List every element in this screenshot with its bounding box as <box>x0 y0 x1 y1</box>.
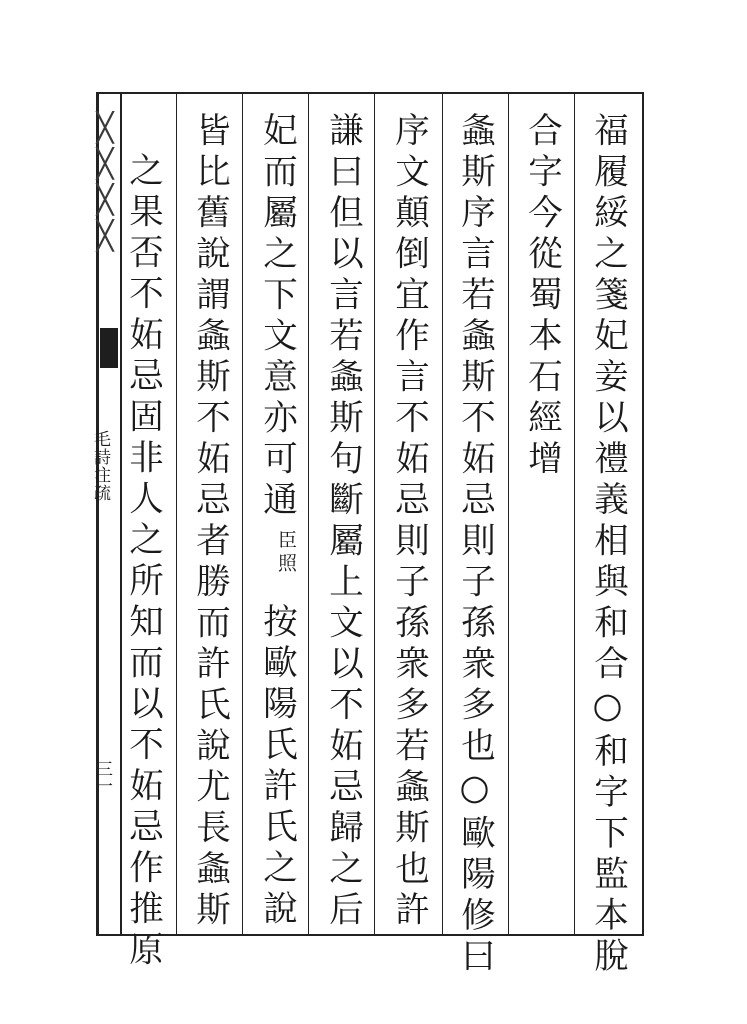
column-rule <box>574 92 575 934</box>
text-column-8: 之果否不妬忌固非人之所知而以不妬忌作推原 <box>122 152 163 972</box>
gutter-page-number: 三一 <box>92 760 112 794</box>
text-column-5: 謙曰但以言若螽斯句斷屬上文以不妬忌歸之后 <box>322 112 363 932</box>
text-column-4: 序文顛倒宜作言不妬忌則子孫衆多若螽斯也許 <box>388 112 429 932</box>
fish-tail-ornament: ╳ ╳ ╳ ╳ <box>96 111 114 252</box>
column-rule <box>374 92 375 934</box>
fish-tail-mark <box>100 328 118 368</box>
column-rule <box>308 92 309 934</box>
text-column-6: 妃而屬之下文意亦可通 <box>256 112 297 522</box>
column-rule <box>442 92 443 934</box>
gutter-book-title: 毛詩注疏 <box>90 430 110 502</box>
column-rule <box>642 92 644 934</box>
column-rule <box>508 92 509 934</box>
text-column-2: 合字今從蜀本石經增 <box>521 112 562 481</box>
text-column-6-continued: 按歐陽氏許氏之說 <box>256 603 297 931</box>
text-column-1: 福履綏之箋妃妾以禮義相與和合○和字下監本脫 <box>587 112 628 979</box>
text-column-3: 螽斯序言若螽斯不妬忌則子孫衆多也○歐陽修曰 <box>454 112 495 979</box>
column-rule <box>176 92 177 934</box>
minister-note: 臣照 <box>275 530 297 576</box>
column-rule <box>242 92 243 934</box>
column-rule <box>120 92 122 934</box>
text-column-7: 皆比舊說謂螽斯不妬忌者勝而許氏說尤長螽斯 <box>189 112 230 932</box>
